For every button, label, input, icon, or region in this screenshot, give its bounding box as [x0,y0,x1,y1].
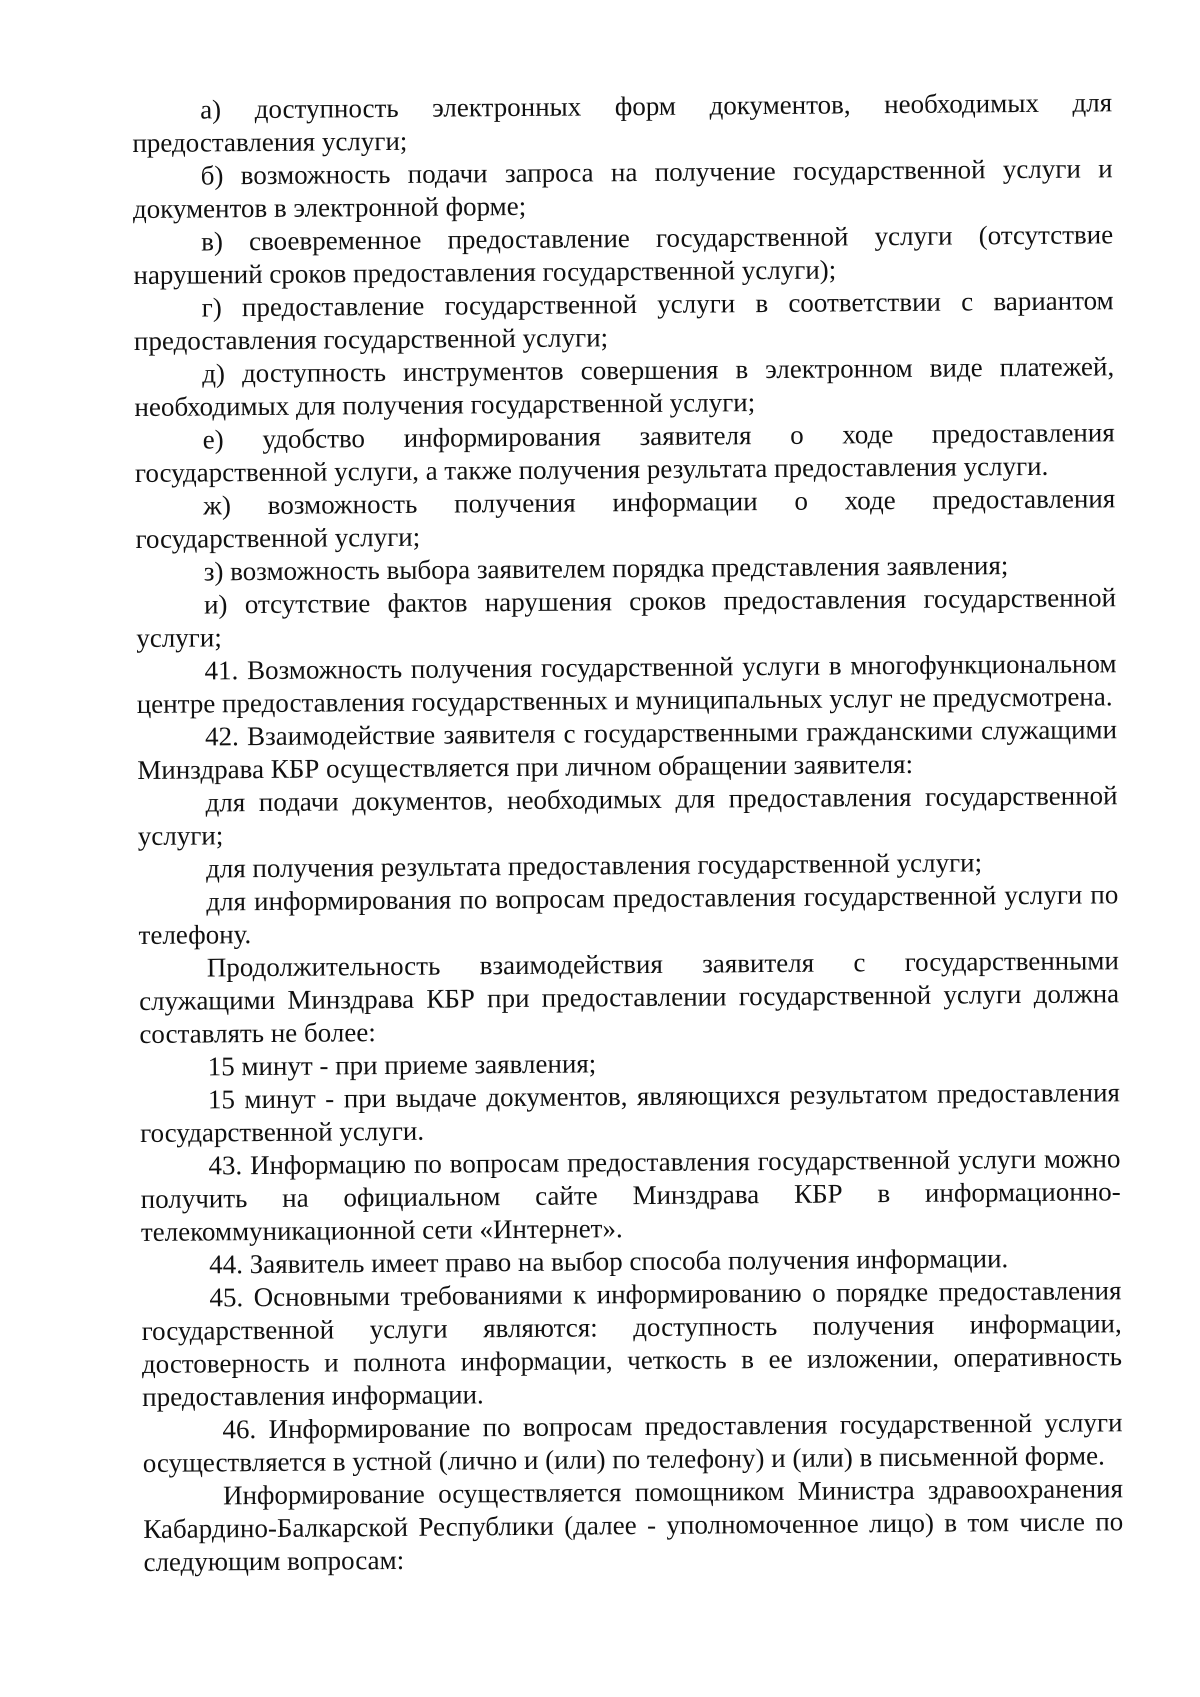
paragraph-item-d: д) доступность инструментов совершения в электронном виде платежей, необходимых для получения государственной услуги; [134,351,1115,422]
paragraph-item-v: в) своевременное предоставление государственной услуги (отсутствие нарушений сроков предоставления государственной услуги); [133,219,1114,290]
paragraph-46: 46. Информирование по вопросам предоставления государственной услуги осуществляется в устной (лично и (или) по телефону) и (или) в письменной форме. [142,1407,1123,1478]
paragraph-item-b: б) возможность подачи запроса на получение государственной услуги и документов в электронной форме; [132,153,1113,224]
paragraph-duration-intake: 15 минут - при приеме заявления; [207,1048,597,1082]
paragraph-41: 41. Возможность получения государственной услуги в многофункциональном центре предоставления государственных и муниципальных услуг не предусмотрена. [136,648,1117,719]
paragraph-42-phone: для информирования по вопросам предоставления государственной услуги по телефону. [138,879,1119,950]
paragraph-duration: Продолжительность взаимодействия заявителя с государственными служащими Минздрава КБР при предоставлении государственной услуги должна составлять не более: [139,945,1120,1049]
paragraph-item-zh: ж) возможность получения информации о ходе предоставления государственной услуги; [135,483,1116,554]
paragraph-42: 42. Взаимодействие заявителя с государственными гражданскими служащими Минздрава КБР осуществляется при личном обращении заявителя: [137,714,1118,785]
paragraph-44: 44. Заявитель имеет право на выбор способа получения информации. [209,1243,1009,1280]
paragraph-45: 45. Основными требованиями к информированию о порядке предоставления государственной услуги являются: доступность получения информации, достоверность и полнота информации, четкость в ее изложении, оперативность предоставления информации. [141,1275,1123,1412]
document-body [132,86,1124,1579]
paragraph-42-documents: для подачи документов, необходимых для предоставления государственной услуги; [137,780,1118,851]
paragraph-item-i: и) отсутствие фактов нарушения сроков предоставления государственной услуги; [136,582,1117,653]
paragraph-informing: Информирование осуществляется помощником Министра здравоохранения Кабардино-Балкарской Республики (далее - уполномоченное лицо) в том числе по следующим вопросам: [143,1473,1124,1577]
paragraph-43: 43. Информацию по вопросам предоставления государственной услуги можно получить на официальном сайте Минздрава КБР в информационно-телекоммуникационной сети «Интернет». [140,1143,1121,1247]
paragraph-item-g: г) предоставление государственной услуги в соответствии с вариантом предоставления государственной услуги; [133,285,1114,356]
paragraph-item-z: з) возможность выбора заявителем порядка представления заявления; [203,550,1009,587]
paragraph-item-e: е) удобство информирования заявителя о ходе предоставления государственной услуги, а также получения результата предоставления услуги. [134,417,1115,488]
paragraph-item-a: а) доступность электронных форм документов, необходимых для предоставления услуги; [132,87,1113,158]
paragraph-42-result: для получения результата предоставления государственной услуги; [205,847,983,884]
paragraph-duration-issue: 15 минут - при выдаче документов, являющихся результатом предоставления государственной услуги. [140,1077,1120,1148]
